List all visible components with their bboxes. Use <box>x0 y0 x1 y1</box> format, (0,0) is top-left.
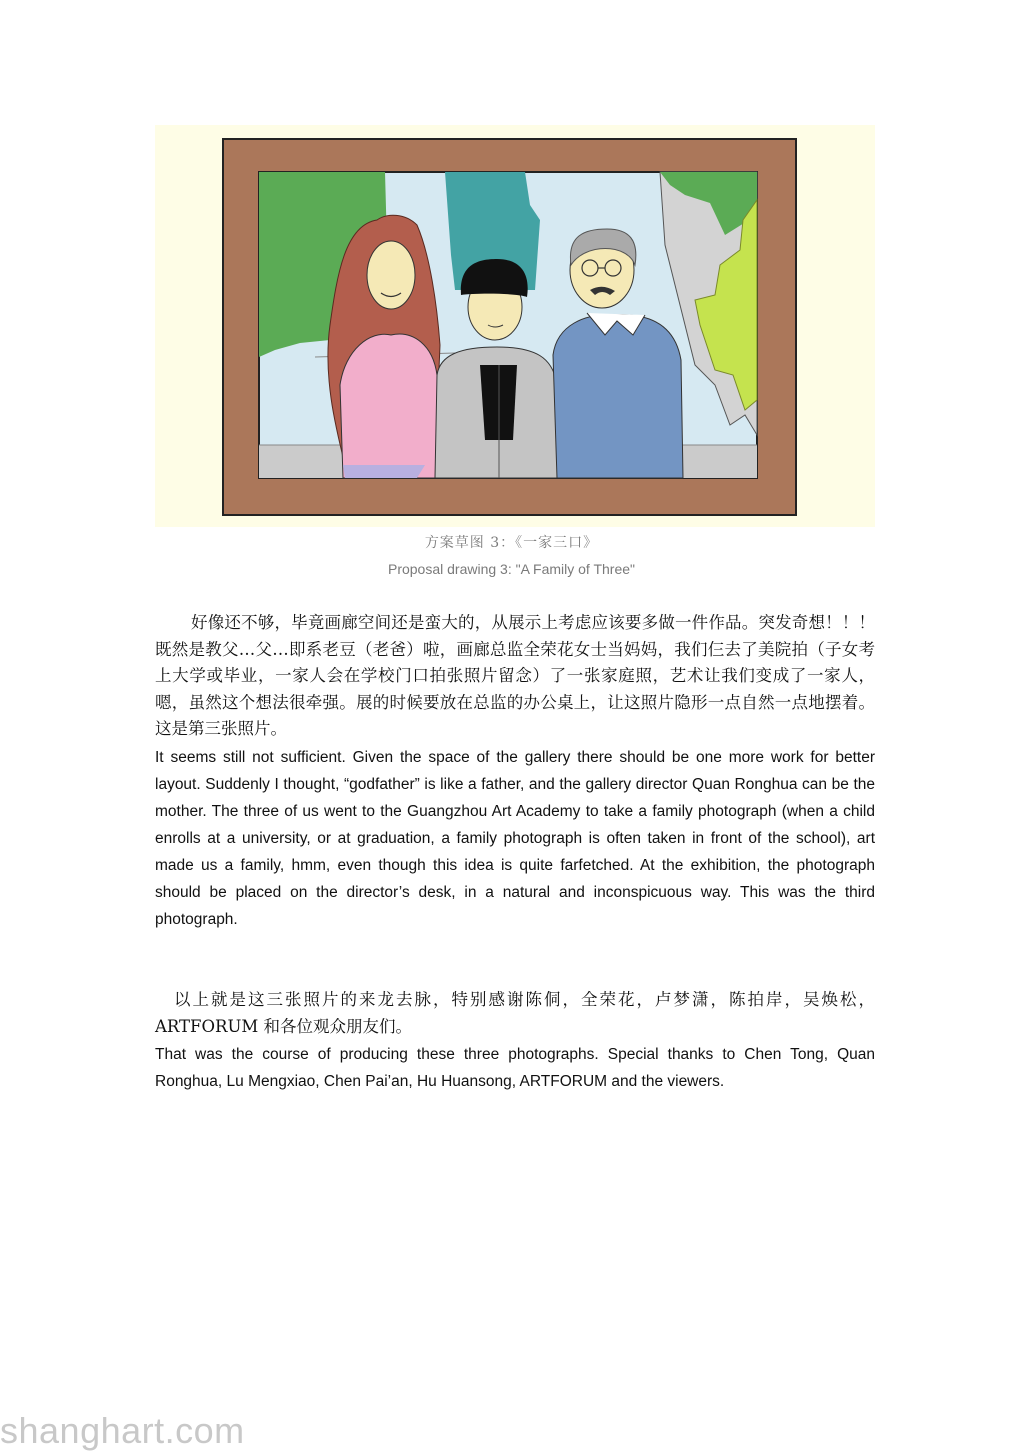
paragraph-2-chinese: 以上就是这三张照片的来龙去脉，特别感谢陈侗，全荣花，卢梦潇，陈拍岸，吴焕松，ARTFORUM 和各位观众朋友们。 <box>155 990 875 1036</box>
figure-caption-chinese: 方案草图 3：《一家三口》 <box>424 535 599 551</box>
proposal-drawing-figure <box>155 125 875 527</box>
family-portrait-drawing <box>155 125 875 527</box>
figure-caption-english: Proposal drawing 3: "A Family of Three" <box>387 561 636 577</box>
watermark: shanghart.com <box>0 1410 245 1451</box>
paragraph-2-english: That was the course of producing these three photographs. Special thanks to Chen Tong, Quan Ronghua, Lu Mengxiao, Chen Pai’an, Hu Huansong, ARTFORUM and the viewers. <box>155 1046 875 1090</box>
paragraph-1-english: It seems still not sufficient. Given the space of the gallery there should be one more work for better layout. Suddenly I thought, “godfather” is like a father, and the gallery director Quan Ronghua can be the mother. The three of us went to the Guangzhou Art Academy to take a family photograph (when a child enrolls at a university, or at graduation, a family photograph is often taken in front of the school), art made us a family, hmm, even though this idea is quite farfetched. At the exhibition, the photograph should be placed on the director’s desk, in a natural and inconspicuous way. This was the third photograph. <box>155 749 875 928</box>
paragraph-1-chinese: 好像还不够，毕竟画廊空间还是蛮大的，从展示上考虑应该要多做一件作品。突发奇想！！！既然是教父…父…即系老豆（老爸）啦，画廊总监全荣花女士当妈妈，我们仨去了美院拍（子女考上大学或毕业，一家人会在学校门口拍张照片留念）了一张家庭照，艺术让我们变成了一家人，嗯，虽然这个想法很牵强。展的时候要放在总监的办公桌上，让这照片隐形一点自然一点地摆着。这是第三张照片。 <box>155 613 875 738</box>
mother-figure <box>328 215 440 478</box>
